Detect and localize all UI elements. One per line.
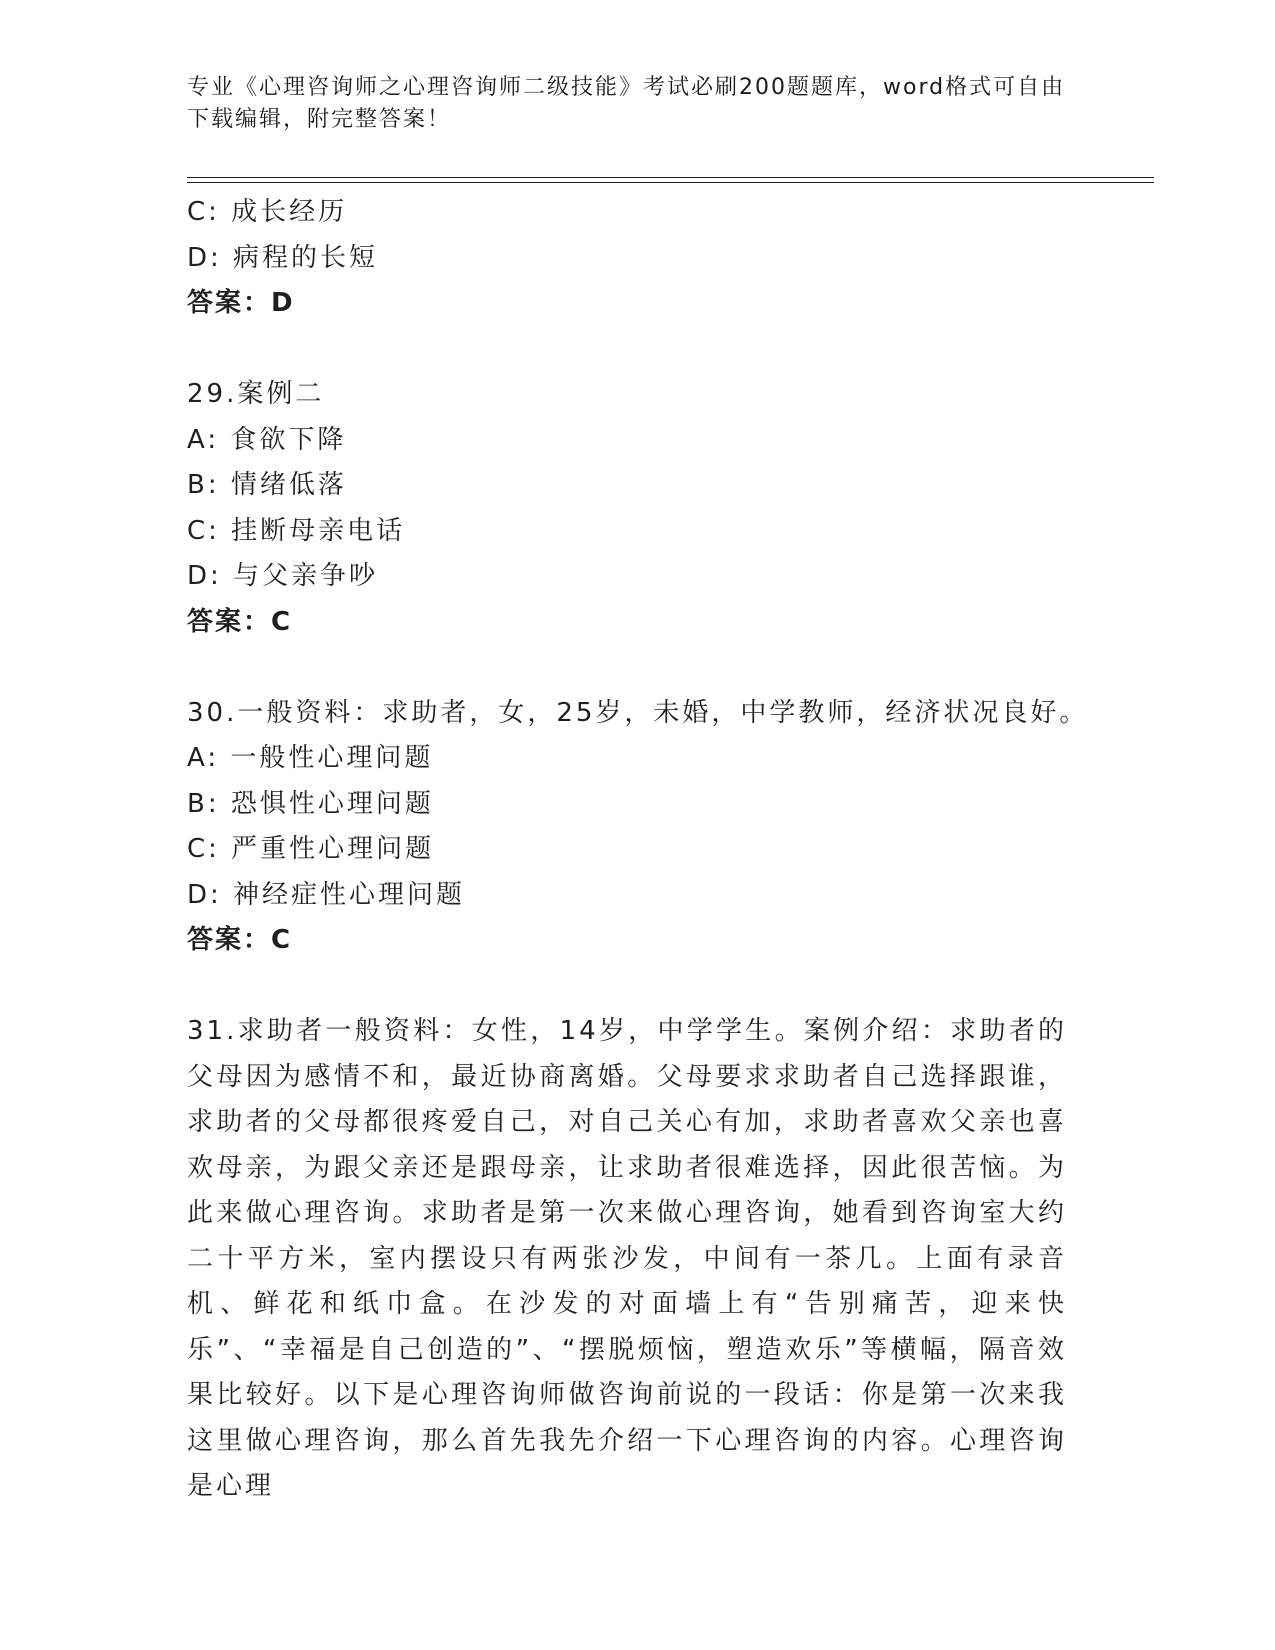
q29-option-a: A: 食欲下降 — [187, 424, 347, 455]
spacer — [187, 964, 1087, 1010]
header-divider-top — [187, 177, 1154, 178]
q29-stem: 29.案例二 — [187, 379, 325, 409]
q30-option-c: C: 严重性心理问题 — [187, 834, 435, 864]
q28-option-c: C: 成长经历 — [187, 197, 348, 227]
q29-option-b: B: 情绪低落 — [187, 470, 347, 500]
q29-option-d: D: 与父亲争吵 — [187, 561, 379, 591]
document-header: 专业《心理咨询师之心理咨询师二级技能》考试必刷200题题库，word格式可自由下载编辑，附完整答案！ — [187, 75, 1066, 132]
q28-answer: 答案：D — [187, 288, 295, 318]
q28-option-d: D: 病程的长短 — [187, 242, 379, 273]
q30-stem: 30.一般资料：求助者，女，25岁，未婚，中学教师，经济状况良好。 — [187, 697, 1089, 728]
document-body — [187, 190, 1087, 1510]
q30-option-b: B: 恐惧性心理问题 — [187, 788, 434, 819]
q29-option-c: C: 挂断母亲电话 — [187, 515, 406, 546]
q30-option-a: A: 一般性心理问题 — [187, 743, 434, 773]
q30-option-d: D: 神经症性心理问题 — [187, 879, 466, 910]
spacer — [187, 327, 1087, 373]
spacer — [187, 645, 1087, 691]
q30-answer: 答案：C — [187, 925, 293, 955]
q29-answer: 答案：C — [187, 606, 293, 637]
header-divider-bottom — [187, 182, 1154, 183]
q31-stem: 31.求助者一般资料：女性，14岁，中学学生。案例介绍：求助者的父母因为感情不和，最近协商离婚。父母要求求助者自己选择跟谁，求助者的父母都很疼爱自己，对自己关心有加，求助者喜欢父亲也喜欢母亲，为跟父亲还是跟母亲，让求助者很难选择，因此很苦恼。为此来做心理咨询。求助者是第一次来做心理咨询，她看到咨询室大约二十平方米，室内摆设只有两张沙发，中间有一茶几。上面有录音机、鲜花和纸巾盒。在沙发的对面墙上有“告别痛苦，迎来快乐”、“幸福是自己创造的”、“摆脱烦恼，塑造欢乐”等横幅，隔音效果比较好。以下是心理咨询师做咨询前说的一段话：你是第一次来我这里做心理咨询，那么首先我先介绍一下心理咨询的内容。心理咨询是心理 — [187, 1016, 1067, 1501]
